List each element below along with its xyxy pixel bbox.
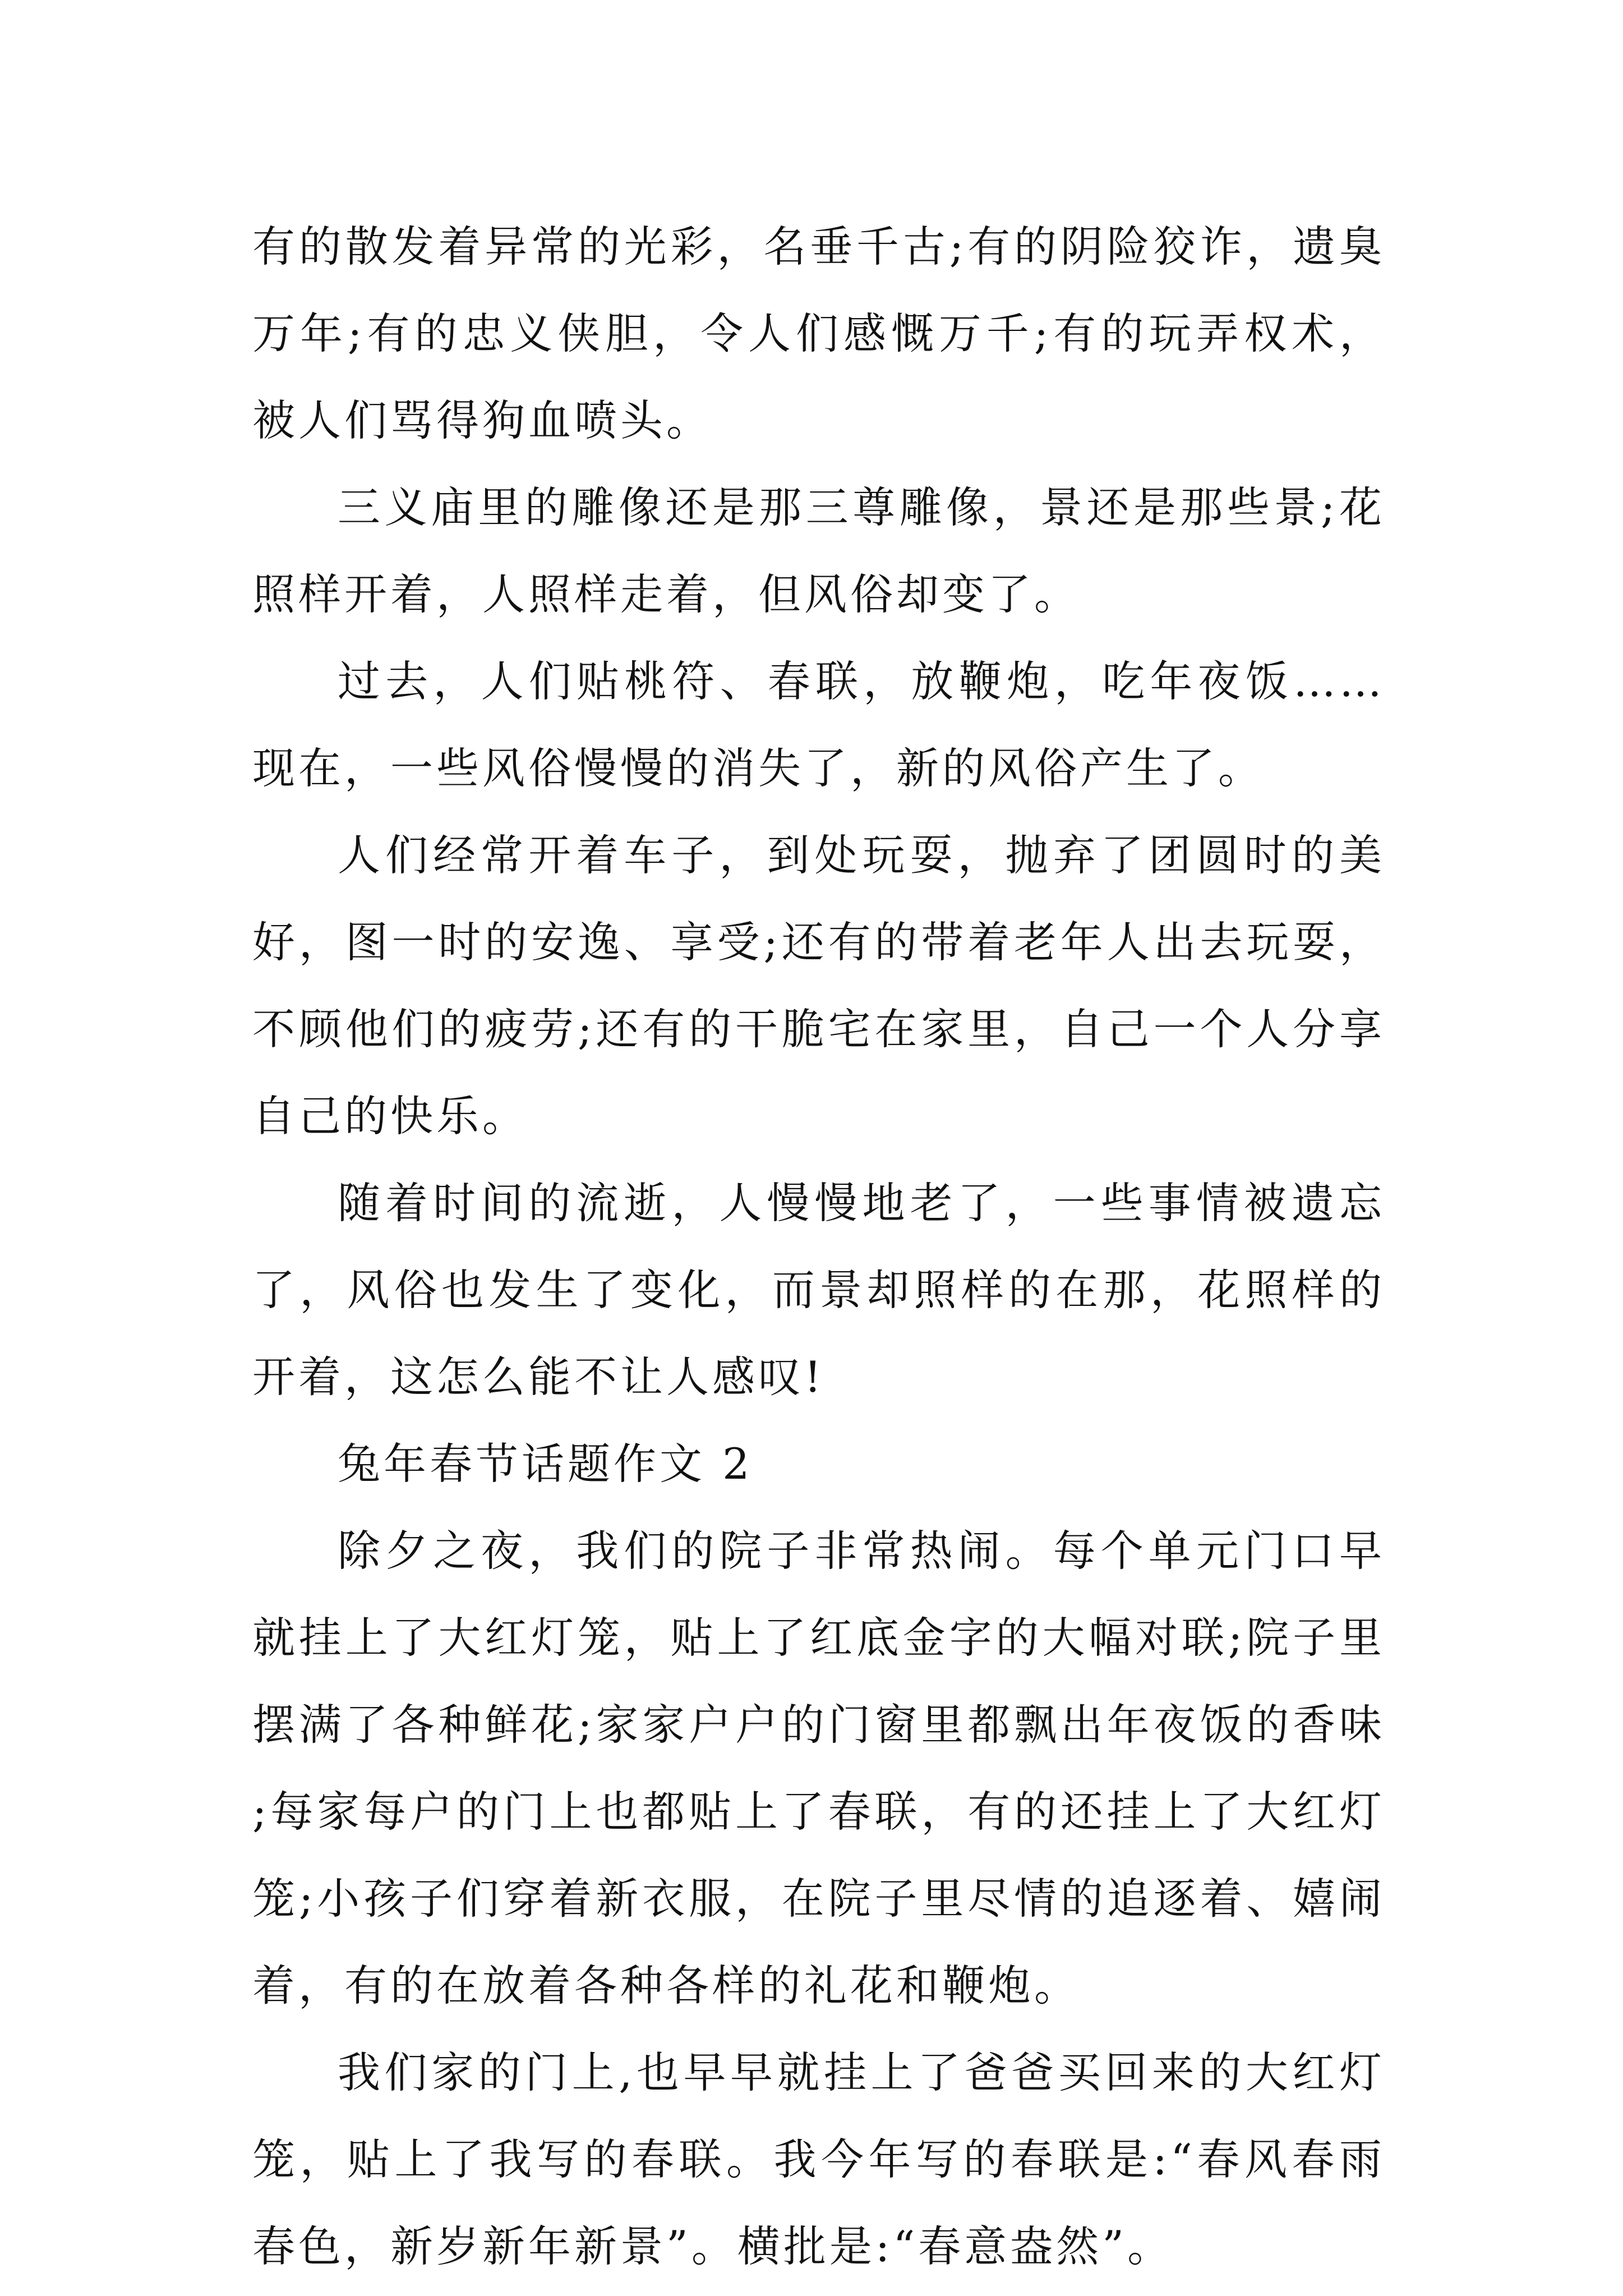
paragraph-time-passing: 随着时间的流逝，人慢慢地老了，一些事情被遗忘了，风俗也发生了变化，而景却照样的在那，花照样的开着，这怎么能不让人感叹!	[252, 1178, 1385, 1402]
document-body	[252, 203, 1385, 2290]
paragraph-spring-couplets: 我们家的门上,也早早就挂上了爸爸买回来的大红灯笼，贴上了我写的春联。我今年写的春联是:“春风春雨春色，新岁新年新景”。横批是:“春意盎然”。	[252, 2047, 1385, 2271]
paragraph-new-year-eve: 除夕之夜，我们的院子非常热闹。每个单元门口早就挂上了大红灯笼，贴上了红底金字的大幅对联;院子里摆满了各种鲜花;家家户户的门窗里都飘出年夜饭的香味;每家每户的门上也都贴上了春联，有的还挂上了大红灯笼;小孩子们穿着新衣服，在院子里尽情的追逐着、嬉闹着，有的在放着各种各样的礼花和鞭炮。	[252, 1526, 1385, 2010]
section-title: 兔年春节话题作文 2	[338, 1439, 753, 1489]
paragraph-past-customs: 过去，人们贴桃符、春联，放鞭炮，吃年夜饭……现在，一些风俗慢慢的消失了，新的风俗产生了。	[252, 656, 1385, 793]
paragraph-sanyi-temple: 三义庙里的雕像还是那三尊雕像，景还是那些景;花照样开着，人照样走着，但风俗却变了。	[252, 482, 1385, 619]
paragraph-continuation: 有的散发着异常的光彩，名垂千古;有的阴险狡诈，遗臭万年;有的忠义侠胆，令人们感慨万千;有的玩弄权术，被人们骂得狗血喷头。	[252, 222, 1385, 445]
paragraph-new-customs: 人们经常开着车子，到处玩耍，抛弃了团圆时的美好，图一时的安逸、享受;还有的带着老年人出去玩耍，不顾他们的疲劳;还有的干脆宅在家里，自己一个人分享自己的快乐。	[252, 830, 1385, 1141]
